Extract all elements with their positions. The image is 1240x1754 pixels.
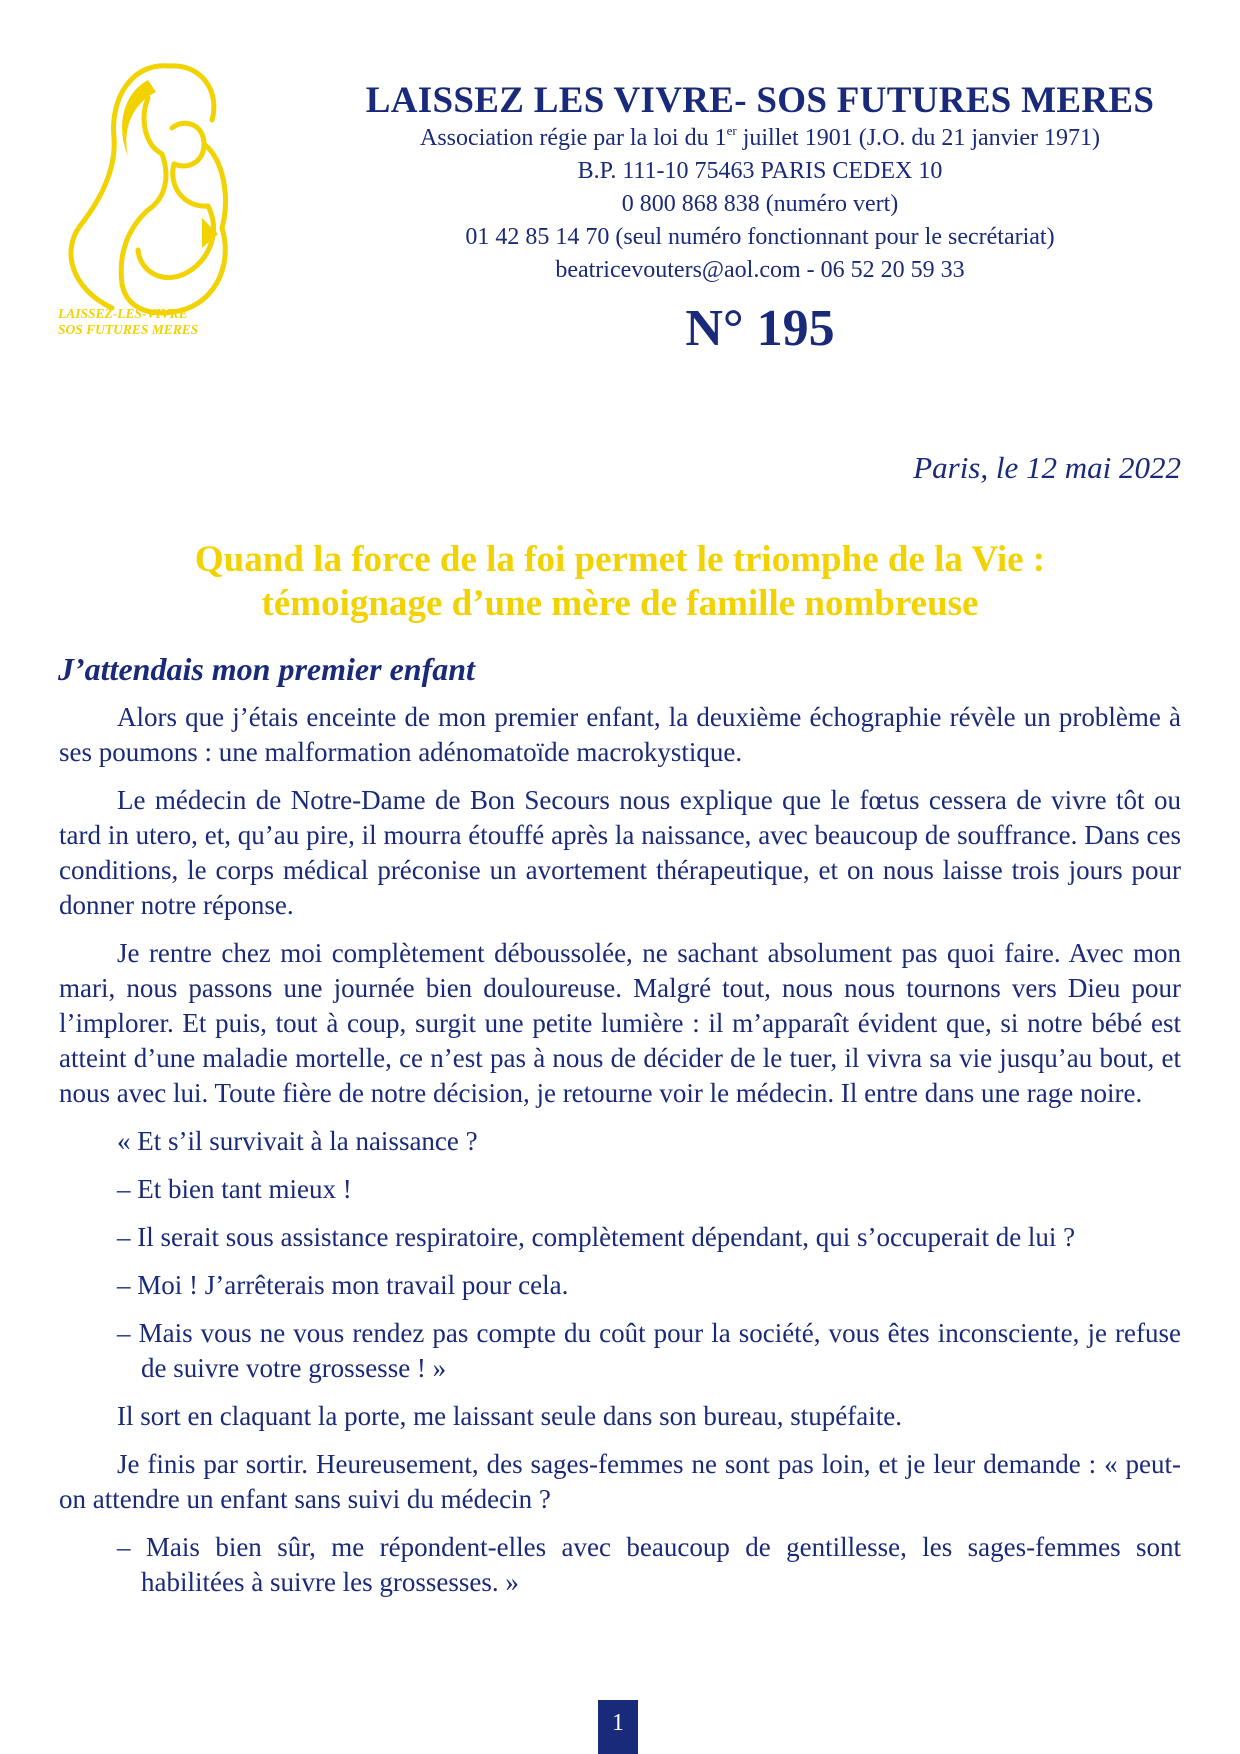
letterhead [330, 80, 1190, 287]
dialogue-line: – Il serait sous assistance respiratoire, complètement dépendant, qui s’occuperait de lui ? [117, 1222, 1076, 1252]
dialogue-line: – Moi ! J’arrêterais mon travail pour cela. [117, 1270, 569, 1300]
article-title-line2: témoignage d’une mère de famille nombreuse [261, 583, 979, 624]
organization-title: LAISSEZ LES VIVRE- SOS FUTURES MERES [365, 80, 1155, 121]
email-and-mobile: beatricevouters@aol.com - 06 52 20 59 33 [555, 257, 965, 283]
article-title [60, 538, 1180, 626]
logo-caption-line2: SOS FUTURES MERES [58, 322, 199, 337]
logo-caption-line1: LAISSEZ-LES-VIVRE [58, 306, 188, 321]
letter-date: Paris, le 12 mai 2022 [913, 450, 1181, 485]
dialogue-line: « Et s’il survivait à la naissance ? [117, 1126, 478, 1156]
paragraph: Je rentre chez moi complètement déboussolée, ne sachant absolument pas quoi faire. Avec mon mari, nous passons une journée bien douloureuse. Malgré tout, nous nous tournons vers Dieu pour l’implorer. Et puis, tout à coup, surgit une petite lumière : il m’apparaît évident que, si notre bébé est atteint d’une maladie mortelle, ce n’est pas à nous de décider de le tuer, il vivra sa vie jusqu’au bout, et nous avec lui. Toute fière de notre décision, je retourne voir le médecin. Il entre dans une rage noire. [59, 938, 1181, 1108]
article-title-line1: Quand la force de la foi permet le triomphe de la Vie : [194, 539, 1046, 580]
mother-child-logo-icon [52, 58, 252, 338]
issue-number: N° 195 [685, 300, 835, 357]
paragraph: Le médecin de Notre-Dame de Bon Secours nous explique que le fœtus cessera de vivre tôt ou tard in utero, et, qu’au pire, il mourra étouffé après la naissance, avec beaucoup de souffrance. Dans ces conditions, le corps médical préconise un avortement thérapeutique, et on nous laisse trois jours pour donner notre réponse. [59, 785, 1181, 920]
section-heading: J’attendais mon premier enfant [58, 651, 475, 687]
paragraph: Alors que j’étais enceinte de mon premier enfant, la deuxième échographie révèle un problème à ses poumons : une malformation adénomatoïde macrokystique. [59, 702, 1181, 767]
logo-caption [58, 306, 258, 338]
secretariat-phone: 01 42 85 14 70 (seul numéro fonctionnant pour le secrétariat) [465, 224, 1055, 250]
paragraph: Il sort en claquant la porte, me laissant seule dans son bureau, stupéfaite. [117, 1401, 903, 1431]
page-number: 1 [598, 1700, 638, 1754]
green-number: 0 800 868 838 (numéro vert) [621, 191, 899, 217]
dialogue-line: – Et bien tant mieux ! [117, 1174, 352, 1204]
dialogue-line: – Mais bien sûr, me répondent-elles avec beaucoup de gentillesse, les sages-femmes sont habilitées à suivre les grossesses. » [117, 1532, 1181, 1597]
postal-address: B.P. 111-10 75463 PARIS CEDEX 10 [577, 158, 943, 184]
association-status [330, 122, 1190, 155]
paragraph: Je finis par sortir. Heureusement, des sages-femmes ne sont pas loin, et je leur demande : « peut-on attendre un enfant sans suivi du médecin ? [59, 1449, 1181, 1514]
association-status-date: juillet 1901 (J.O. du 21 janvier 1971) [736, 125, 1100, 151]
dialogue-line: – Mais vous ne vous rendez pas compte du coût pour la société, vous êtes inconsciente, je refuse de suivre votre grossesse ! » [117, 1318, 1181, 1383]
association-status-text: Association régie par la loi du 1 [420, 125, 727, 151]
association-status-superscript: er [726, 123, 737, 138]
article-body [59, 700, 1181, 1613]
